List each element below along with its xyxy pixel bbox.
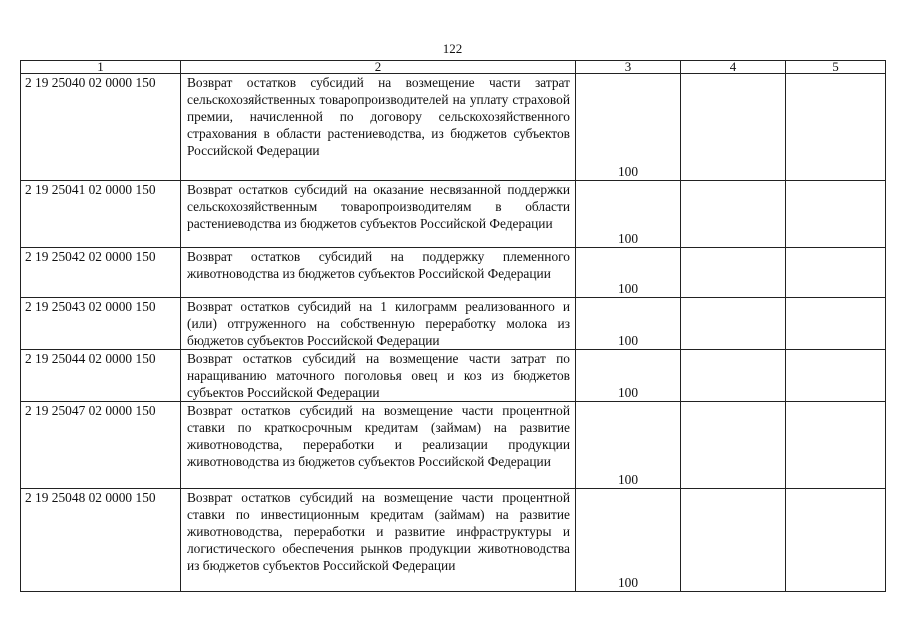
header-row (21, 61, 886, 74)
header-col-3: 3 (576, 61, 681, 74)
table-row (21, 181, 886, 248)
description-cell: Возврат остатков субсидий на возмещение части процентной ставки по краткосрочным кредитам (займам) на развитие животноводства, переработки и реализации продукции животноводства из бюджетов субъектов Российской Федерации (181, 402, 576, 489)
value-cell-3: 100 (576, 350, 681, 402)
value-cell-5 (786, 402, 886, 489)
budget-codes-table (20, 60, 886, 592)
value-cell-4 (681, 350, 786, 402)
value-cell-4 (681, 181, 786, 248)
value-cell-5 (786, 350, 886, 402)
code-cell: 2 19 25047 02 0000 150 (21, 402, 181, 489)
value-cell-3: 100 (576, 248, 681, 298)
description-cell: Возврат остатков субсидий на 1 килограмм реализованного и (или) отгруженного на собственную переработку молока из бюджетов субъектов Российской Федерации (181, 298, 576, 350)
value-cell-3: 100 (576, 402, 681, 489)
description-cell: Возврат остатков субсидий на оказание несвязанной поддержки сельскохозяйственным товаропроизводителям в области растениеводства из бюджетов субъектов Российской Федерации (181, 181, 576, 248)
value-cell-4 (681, 489, 786, 592)
header-col-4: 4 (681, 61, 786, 74)
table-row (21, 350, 886, 402)
header-col-2: 2 (181, 61, 576, 74)
code-cell: 2 19 25048 02 0000 150 (21, 489, 181, 592)
table-row (21, 74, 886, 181)
code-cell: 2 19 25041 02 0000 150 (21, 181, 181, 248)
value-cell-4 (681, 298, 786, 350)
code-cell: 2 19 25044 02 0000 150 (21, 350, 181, 402)
value-cell-4 (681, 402, 786, 489)
table-row (21, 298, 886, 350)
code-cell: 2 19 25042 02 0000 150 (21, 248, 181, 298)
page-number: 122 (442, 41, 463, 56)
description-cell: Возврат остатков субсидий на поддержку племенного животноводства из бюджетов субъектов Российской Федерации (181, 248, 576, 298)
header-col-5: 5 (786, 61, 886, 74)
code-cell: 2 19 25040 02 0000 150 (21, 74, 181, 181)
description-cell: Возврат остатков субсидий на возмещение части затрат сельскохозяйственных товаропроизводителей на уплату страховой премии, начисленной по договору сельскохозяйственного страхования в области растениеводства, из бюджетов субъектов Российской Федерации (181, 74, 576, 181)
value-cell-4 (681, 74, 786, 181)
value-cell-4 (681, 248, 786, 298)
description-cell: Возврат остатков субсидий на возмещение части процентной ставки по инвестиционным кредитам (займам) на развитие животноводства, переработки и развитие инфраструктуры и логистического обеспечения рынков продукции животноводства из бюджетов субъектов Российской Федерации (181, 489, 576, 592)
value-cell-3: 100 (576, 298, 681, 350)
value-cell-3: 100 (576, 74, 681, 181)
description-cell: Возврат остатков субсидий на возмещение части затрат по наращиванию маточного поголовья овец и коз из бюджетов субъектов Российской Федерации (181, 350, 576, 402)
table-row (21, 248, 886, 298)
value-cell-3: 100 (576, 181, 681, 248)
table-row (21, 402, 886, 489)
code-cell: 2 19 25043 02 0000 150 (21, 298, 181, 350)
value-cell-5 (786, 489, 886, 592)
value-cell-5 (786, 181, 886, 248)
value-cell-5 (786, 248, 886, 298)
table-row (21, 489, 886, 592)
value-cell-3: 100 (576, 489, 681, 592)
header-col-1: 1 (21, 61, 181, 74)
value-cell-5 (786, 298, 886, 350)
value-cell-5 (786, 74, 886, 181)
